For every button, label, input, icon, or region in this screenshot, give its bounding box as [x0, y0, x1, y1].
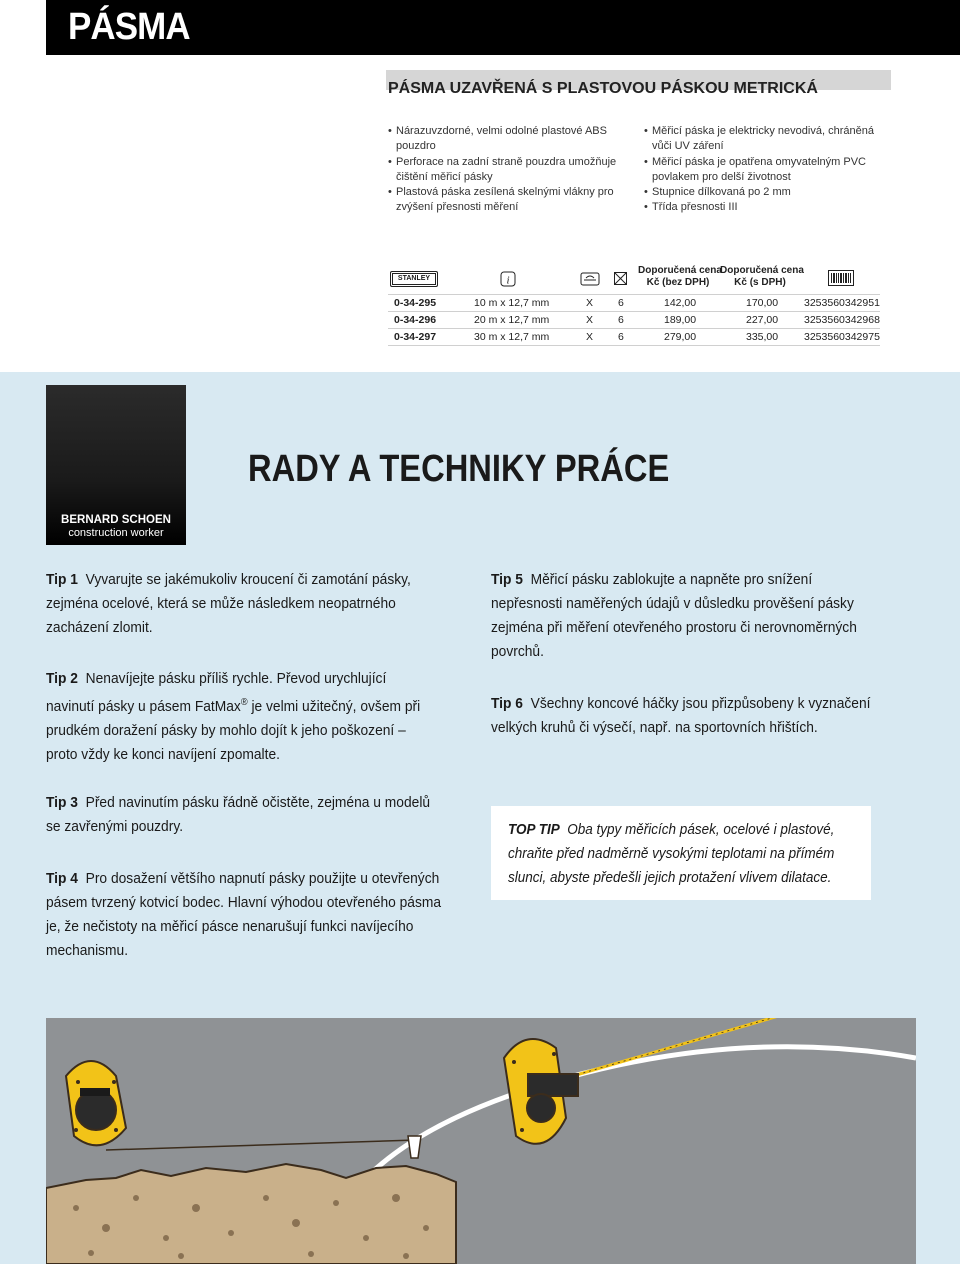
table-row	[388, 294, 880, 311]
price-excl-header-line2: Kč (bez DPH)	[646, 277, 710, 288]
price-incl: 170,00	[746, 297, 779, 309]
package-icon	[614, 272, 627, 290]
product-qty: 6	[618, 331, 624, 343]
tip-label: Tip 4	[46, 870, 78, 887]
tip-label: Tip 6	[491, 695, 523, 712]
tip-5	[491, 568, 887, 664]
table-row	[388, 311, 880, 328]
price-incl: 335,00	[746, 331, 779, 343]
product-code: 0-34-296	[394, 314, 437, 326]
tip-text: Před navinutím pásku řádně očistěte, zejména u modelů se zavřenými pouzdry.	[46, 794, 431, 835]
tip-1	[46, 568, 432, 640]
tip-text: Nenavíjejte pásku příliš rychle. Převod urychlující navinutí pásky u pásem FatMax	[46, 670, 387, 715]
feature-item: • Měřicí páska je opatřena omyvatelným PVC povlakem pro delší životnost	[644, 155, 879, 186]
price-incl-header	[720, 265, 804, 289]
info-icon	[500, 271, 516, 292]
price-excl: 142,00	[664, 297, 697, 309]
tip-label: Tip 2	[46, 670, 78, 687]
price-excl: 189,00	[664, 314, 697, 326]
feature-item: • Plastová páska zesílená skelnými vlákny pro zvýšení přesnosti měření	[388, 185, 633, 216]
price-excl-header-line1: Doporučená cena	[638, 265, 722, 276]
feature-item: • Perforace na zadní straně pouzdra umožňuje čištění měřicí pásky	[388, 155, 633, 186]
product-mark: X	[586, 297, 594, 309]
product-qty: 6	[618, 314, 624, 326]
author-role: construction worker	[68, 527, 164, 539]
price-excl: 279,00	[664, 331, 697, 343]
feature-list-left	[388, 124, 633, 216]
author-name: BERNARD SCHOEN	[61, 514, 171, 526]
price-incl-header-line1: Doporučená cena	[720, 265, 804, 276]
tip-text-continued: je velmi užitečný, ovšem při prudkém doražení pásky by mohlo dojít k jeho poškození – proto vždy ke konci navíjení zpomalte.	[46, 698, 421, 763]
section-title: RADY A TECHNIKY PRÁCE	[248, 448, 670, 490]
tip-label: Tip 1	[46, 571, 78, 588]
tip-text: Měřicí pásku zablokujte a napněte pro snížení nepřesnosti naměřených údajů v důsledku prověšení pásky zejména při měření otevřeného prostoru či nerovnoměrných povrchů.	[491, 571, 857, 660]
registered-mark: ®	[240, 697, 248, 708]
feature-item: • Stupnice dílkovaná po 2 mm	[644, 185, 879, 200]
tip-label: Tip 5	[491, 571, 523, 588]
stanley-logo: STANLEY	[390, 271, 438, 287]
feature-item: • Nárazuvzdorné, velmi odolné plastové ABS pouzdro	[388, 124, 633, 155]
tip-2	[46, 667, 432, 767]
price-excl-header	[638, 265, 722, 289]
product-qty: 6	[618, 297, 624, 309]
svg-text:i: i	[506, 274, 510, 287]
tape-case-icon	[580, 272, 600, 291]
product-mark: X	[586, 331, 594, 343]
barcode-icon	[828, 270, 854, 291]
top-tip	[508, 818, 859, 890]
tip-label: Tip 3	[46, 794, 78, 811]
ean-code: 3253560342975	[804, 331, 880, 343]
product-size: 30 m x 12,7 mm	[474, 331, 550, 343]
tip-text: Všechny koncové háčky jsou přizpůsobeny k vyznačení velkých kruhů či výsečí, např. na sportovních hřištích.	[491, 695, 871, 736]
product-size: 20 m x 12,7 mm	[474, 314, 550, 326]
ean-code: 3253560342951	[804, 297, 880, 309]
product-code: 0-34-297	[394, 331, 437, 343]
product-table	[388, 262, 880, 346]
product-code: 0-34-295	[394, 297, 437, 309]
product-title: PÁSMA UZAVŘENÁ S PLASTOVOU PÁSKOU METRICKÁ	[388, 80, 818, 97]
tip-4	[46, 867, 442, 963]
table-row	[388, 328, 880, 346]
tip-text: Vyvarujte se jakémukoliv kroucení či zamotání pásky, zejména ocelové, která se může následkem neopatrného zacházení zlomit.	[46, 571, 411, 636]
table-header	[388, 262, 880, 294]
ground-mound	[46, 1164, 456, 1264]
page-title: PÁSMA	[68, 6, 190, 48]
top-tip-text: Oba typy měřicích pásek, ocelové i plastové, chraňte před nadměrně vysokými teplotami na přímém slunci, abyste předešli jejich protažení vlivem dilatace.	[508, 821, 835, 886]
price-incl: 227,00	[746, 314, 779, 326]
tip-text: Pro dosažení většího napnutí pásky použijte u otevřených pásem tvrzený kotvicí bodec. Hlavní výhodou otevřeného pásma je, že nečistoty na měřicí pásce nenarušují funkci navíjecího mechanismu.	[46, 870, 442, 959]
tip-3	[46, 791, 432, 839]
price-incl-header-line2: Kč (s DPH)	[734, 277, 786, 288]
top-tip-label: TOP TIP	[508, 821, 560, 838]
ean-code: 3253560342968	[804, 314, 880, 326]
product-mark: X	[586, 314, 594, 326]
feature-list-right	[644, 124, 879, 216]
feature-item: • Třída přesnosti III	[644, 200, 879, 215]
feature-item: • Měřicí páska je elektricky nevodivá, chráněná vůči UV záření	[644, 124, 879, 155]
anchor-stake	[408, 1136, 421, 1158]
tip-6	[491, 692, 887, 740]
product-size: 10 m x 12,7 mm	[474, 297, 550, 309]
measuring-tape-illustration	[46, 1018, 916, 1264]
